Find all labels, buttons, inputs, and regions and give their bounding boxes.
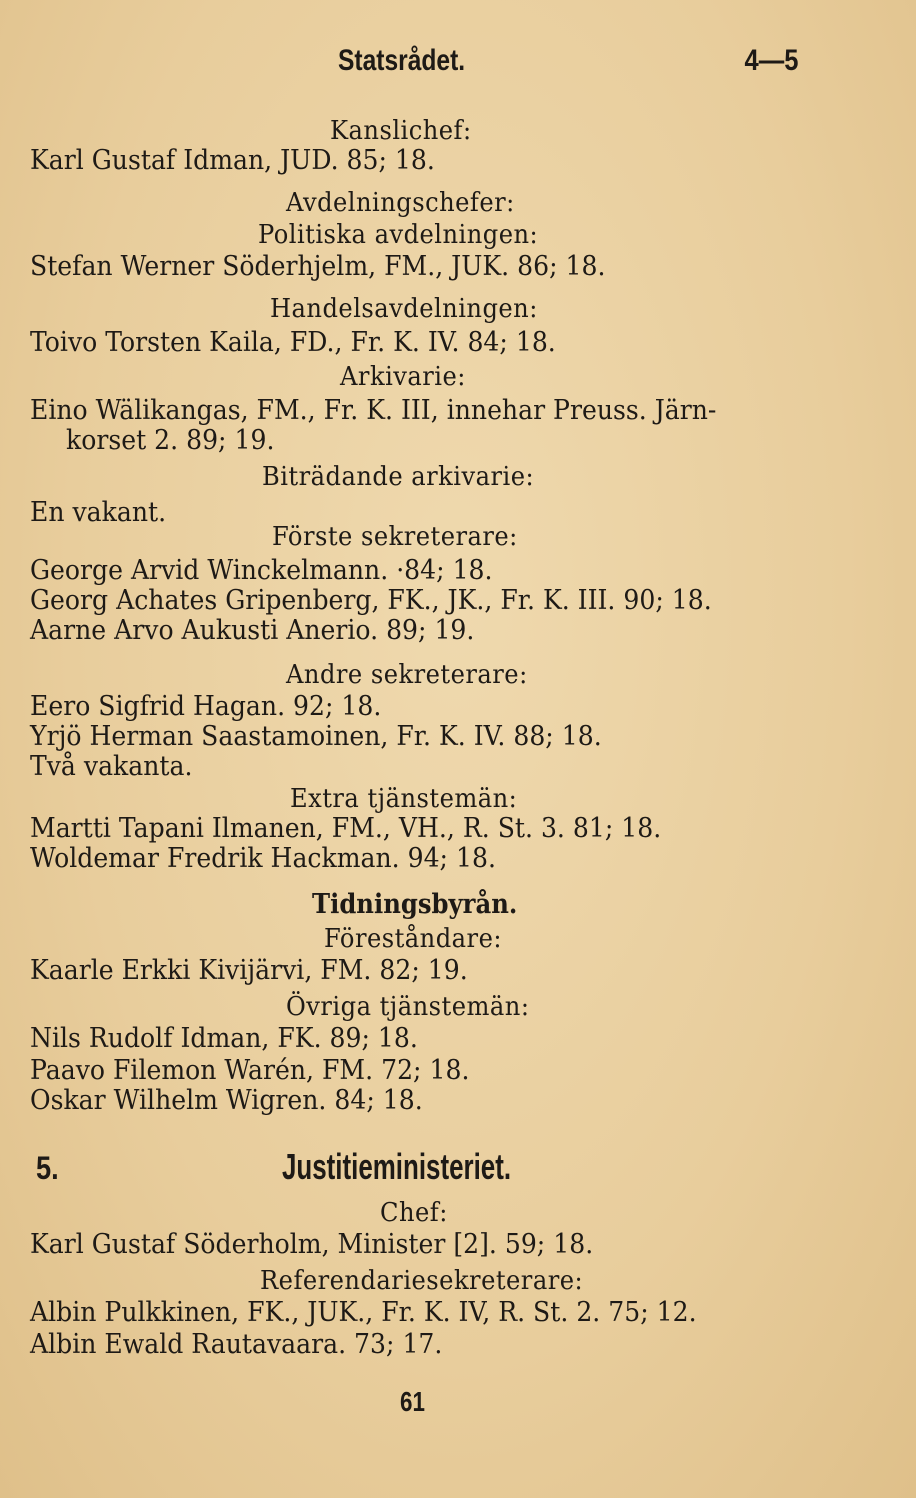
section-number: 5.: [36, 1150, 59, 1186]
entry-line: George Arvid Winckelmann. ·84; 18.: [30, 555, 493, 586]
heading-extra-tjanstemän: Extra tjänstemän:: [290, 784, 518, 814]
heading-handelsavdelningen: Handelsavdelningen:: [270, 294, 538, 324]
entry-line: Stefan Werner Söderhjelm, FM., JUK. 86; 18.: [30, 251, 606, 282]
heading-ovriga-tjanstemän: Övriga tjänstemän:: [286, 992, 530, 1022]
entry-line: Eero Sigfrid Hagan. 92; 18.: [30, 691, 382, 722]
heading-politiska-avdelningen: Politiska avdelningen:: [258, 220, 539, 250]
entry-line: En vakant.: [30, 497, 167, 528]
entry-line: Georg Achates Gripenberg, FK., JK., Fr. K. III. 90; 18.: [30, 585, 712, 616]
entry-line: Aarne Arvo Aukusti Anerio. 89; 19.: [30, 615, 475, 646]
heading-forestandare: Föreståndare:: [324, 924, 502, 954]
entry-line: Yrjö Herman Saastamoinen, Fr. K. IV. 88; 18.: [30, 721, 602, 752]
running-range: 4—5: [744, 44, 798, 77]
entry-line: Toivo Torsten Kaila, FD., Fr. K. IV. 84; 18.: [30, 327, 556, 358]
heading-kanslichef: Kanslichef:: [330, 116, 472, 146]
bureau-title: Tidningsbyrån.: [312, 889, 518, 920]
heading-avdelningschefer: Avdelningschefer:: [286, 188, 515, 218]
section-title: Justitieministeriet.: [282, 1146, 512, 1187]
entry-line: korset 2. 89; 19.: [66, 425, 275, 456]
heading-forste-sekreterare: Förste sekreterare:: [272, 522, 518, 552]
running-head: [0, 44, 916, 88]
entry-line: Kaarle Erkki Kivijärvi, FM. 82; 19.: [30, 955, 468, 986]
heading-bitradande-arkivarie: Biträdande arkivarie:: [262, 462, 535, 492]
entry-line: Oskar Wilhelm Wigren. 84; 18.: [30, 1085, 423, 1116]
heading-chef: Chef:: [380, 1198, 448, 1228]
entry-line: Karl Gustaf Idman, JUD. 85; 18.: [30, 145, 435, 176]
entry-line: Woldemar Fredrik Hackman. 94; 18.: [30, 843, 496, 874]
entry-line: Två vakanta.: [30, 751, 193, 782]
entry-line: Paavo Filemon Warén, FM. 72; 18.: [30, 1055, 470, 1086]
entry-line: Albin Ewald Rautavaara. 73; 17.: [30, 1329, 443, 1360]
entry-line: Martti Tapani Ilmanen, FM., VH., R. St. 3. 81; 18.: [30, 813, 662, 844]
heading-arkivarie: Arkivarie:: [340, 362, 466, 392]
heading-referendariesekreterare: Referendariesekreterare:: [260, 1266, 584, 1296]
entry-line: Nils Rudolf Idman, FK. 89; 18.: [30, 1023, 418, 1054]
entry-line: Karl Gustaf Söderholm, Minister [2]. 59; 18.: [30, 1229, 594, 1260]
page-number: 61: [400, 1386, 425, 1417]
entry-line: Eino Wälikangas, FM., Fr. K. III, innehar Preuss. Järn-: [30, 395, 717, 426]
entry-line: Albin Pulkkinen, FK., JUK., Fr. K. IV, R. St. 2. 75; 12.: [30, 1297, 697, 1328]
running-title: Statsrådet.: [338, 44, 466, 77]
heading-andre-sekreterare: Andre sekreterare:: [286, 660, 528, 690]
